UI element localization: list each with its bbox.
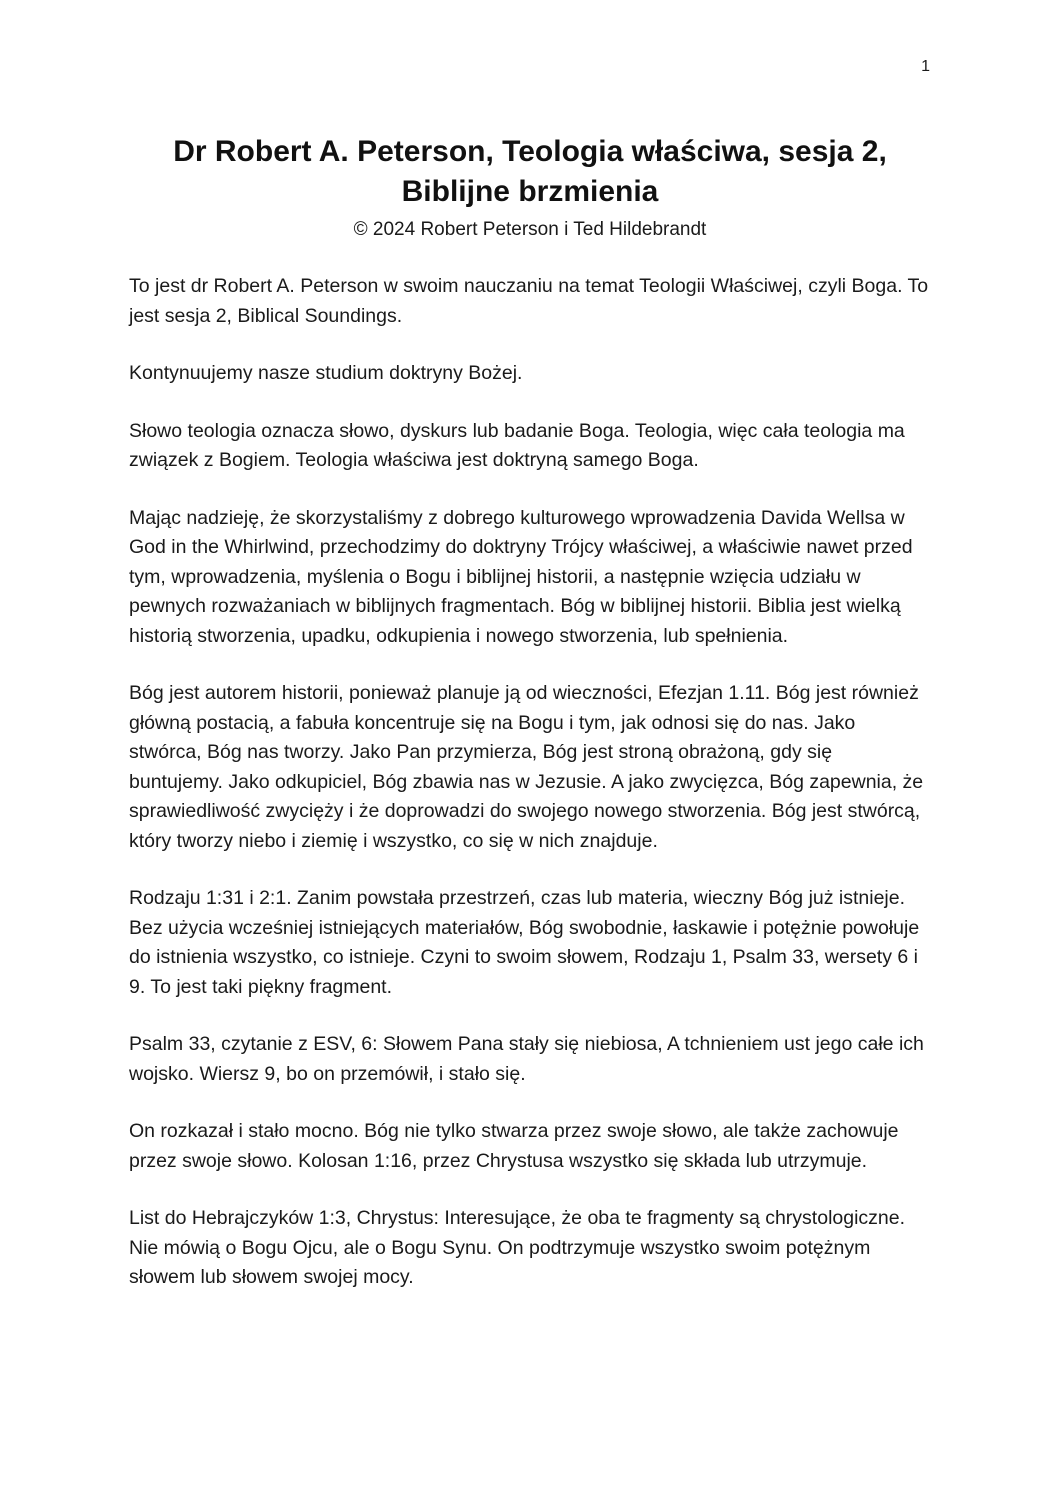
- paragraph-1: To jest dr Robert A. Peterson w swoim nauczaniu na temat Teologii Właściwej, czyli Boga. To jest sesja 2, Biblical Soundings.: [129, 275, 929, 327]
- document-title-line-2: Biblijne brzmienia: [401, 175, 659, 208]
- document-title-line-1: Dr Robert A. Peterson, Teologia właściwa, sesja 2,: [173, 135, 887, 168]
- document-title: [129, 132, 931, 212]
- page-number: 1: [921, 58, 930, 75]
- paragraph-7: Psalm 33, czytanie z ESV, 6: Słowem Pana stały się niebiosa, A tchnieniem ust jego całe ich wojsko. Wiersz 9, bo on przemówił, i stało się.: [129, 1033, 924, 1085]
- paragraph-3: Słowo teologia oznacza słowo, dyskurs lub badanie Boga. Teologia, więc cała teologia ma związek z Bogiem. Teologia właściwa jest doktryną samego Boga.: [129, 419, 905, 471]
- paragraph-8: On rozkazał i stało mocno. Bóg nie tylko stwarza przez swoje słowo, ale także zachowuje przez swoje słowo. Kolosan 1:16, przez Chrystusa wszystko się składa lub utrzymuje.: [129, 1120, 899, 1172]
- paragraph-4: Mając nadzieję, że skorzystaliśmy z dobrego kulturowego wprowadzenia Davida Wellsa w God in the Whirlwind, przechodzimy do doktryny Trójcy właściwej, a właściwie nawet przed tym, wprowadzenia, myślenia o Bogu i biblijnej historii, a następnie wzięcia udziału w pewnych rozważaniach w biblijnych fragmentach. Bóg w biblijnej historii. Biblia jest wielką historią stworzenia, upadku, odkupienia i nowego stworzenia, lub spełnienia.: [129, 506, 913, 647]
- paragraph-5: Bóg jest autorem historii, ponieważ planuje ją od wieczności, Efezjan 1.11. Bóg jest również główną postacią, a fabuła koncentruje się na Bogu i tym, jak odnosi się do nas. Jako stwórca, Bóg nas tworzy. Jako Pan przymierza, Bóg jest stroną obrażoną, gdy się buntujemy. Jako odkupiciel, Bóg zbawia nas w Jezusie. A jako zwycięzca, Bóg zapewnia, że sprawiedliwość zwycięży i że doprowadzi do swojego nowego stworzenia. Bóg jest stwórcą, który tworzy niebo i ziemię i wszystko, co się w nich znajduje.: [129, 682, 924, 852]
- paragraph-9: List do Hebrajczyków 1:3, Chrystus: Interesujące, że oba te fragmenty są chrystologiczne. Nie mówią o Bogu Ojcu, ale o Bogu Synu. On podtrzymuje wszystko swoim potężnym słowem lub słowem swojej mocy.: [129, 1207, 906, 1288]
- paragraph-2: Kontynuujemy nasze studium doktryny Bożej.: [129, 362, 523, 384]
- copyright-line: © 2024 Robert Peterson i Ted Hildebrandt: [353, 219, 707, 240]
- body-text: [129, 272, 931, 1293]
- document-content: [129, 132, 931, 1293]
- paragraph-6: Rodzaju 1:31 i 2:1. Zanim powstała przestrzeń, czas lub materia, wieczny Bóg już istnieje. Bez użycia wcześniej istniejących materiałów, Bóg swobodnie, łaskawie i potężnie powołuje do istnienia wszystko, co istnieje. Czyni to swoim słowem, Rodzaju 1, Psalm 33, wersety 6 i 9. To jest taki piękny fragment.: [129, 887, 920, 998]
